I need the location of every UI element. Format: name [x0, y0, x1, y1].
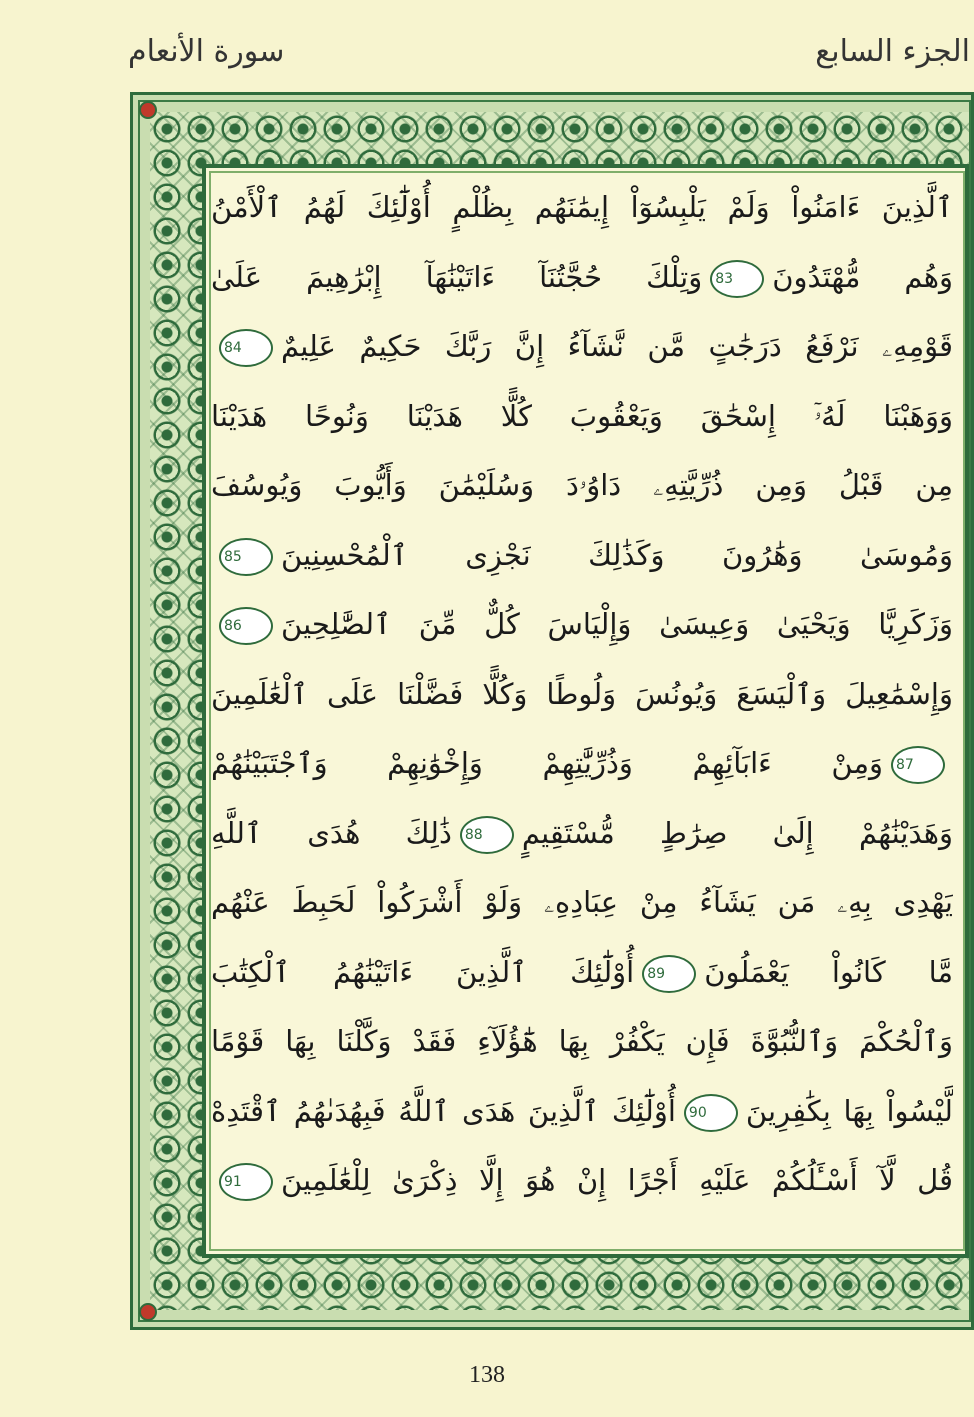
verse-line: [211, 590, 953, 660]
ayah-number-marker: 90: [684, 1094, 738, 1132]
verse-text: قَوْمِهِۦ نَرْفَعُ دَرَجَٰتٍ مَّن نَّشَآءُ إِنَّ رَبَّكَ حَكِيمٌ عَلِيمٌ: [281, 329, 953, 363]
verse-line: [211, 243, 953, 313]
verse-text: أُوْلَٰٓئِكَ ٱلَّذِينَ ءَاتَيْنَٰهُمُ ٱلْكِتَٰبَ: [211, 954, 635, 989]
verse-text: أُوْلَٰٓئِكَ ٱلَّذِينَ هَدَى ٱللَّهُ فَبِهُدَىٰهُمُ ٱقْتَدِهْ: [211, 1093, 676, 1128]
verse-text: وَإِسْمَٰعِيلَ وَٱلْيَسَعَ وَيُونُسَ وَلُوطًا وَكُلًّا فَضَّلْنَا عَلَى ٱلْعَٰلَمِينَ: [211, 676, 953, 711]
verse-line: [211, 312, 953, 382]
ayah-number-marker: 89: [642, 955, 696, 993]
verse-text: مِن قَبْلُ وَمِن ذُرِّيَّتِهِۦ دَاوُۥدَ وَسُلَيْمَٰنَ وَأَيُّوبَ وَيُوسُفَ: [211, 468, 953, 502]
verse-text: وَمُوسَىٰ وَهَٰرُونَ وَكَذَٰلِكَ نَجْزِى ٱلْمُحْسِنِينَ: [281, 537, 953, 572]
verse-text: ذَٰلِكَ هُدَى ٱللَّهِ: [211, 815, 452, 850]
verse-line: [211, 938, 953, 1008]
ayah-number-marker: 87: [891, 746, 945, 784]
verse-line: [211, 451, 953, 521]
ayah-number-marker: 91: [219, 1163, 273, 1201]
verse-text: قُل لَّآ أَسْـَٔلُكُمْ عَلَيْهِ أَجْرًا إِنْ هُوَ إِلَّا ذِكْرَىٰ لِلْعَٰلَمِينَ: [281, 1163, 953, 1197]
verse-line: [211, 382, 953, 452]
verse-text: وَهَدَيْنَٰهُمْ إِلَىٰ صِرَٰطٍ مُّسْتَقِيمٍ: [521, 815, 953, 850]
juz-title: الجزء السابع: [815, 34, 970, 69]
verse-text: وَزَكَرِيَّا وَيَحْيَىٰ وَعِيسَىٰ وَإِلْيَاسَ كُلٌّ مِّنَ ٱلصَّٰلِحِينَ: [281, 607, 953, 641]
surah-title: سورة الأنعام: [128, 34, 285, 69]
verse-line: [211, 1146, 953, 1216]
verse-text: وَهُم مُّهْتَدُونَ: [772, 259, 953, 294]
ayah-number-marker: 88: [460, 816, 514, 854]
verse-line: [211, 173, 953, 243]
ayah-number-marker: 83: [710, 260, 764, 298]
verse-line: [211, 1007, 953, 1077]
verse-line: [211, 1077, 953, 1147]
verse-text: مَّا كَانُواْ يَعْمَلُونَ: [704, 954, 953, 989]
verse-line: [211, 521, 953, 591]
verse-text: يَهْدِى بِهِۦ مَن يَشَآءُ مِنْ عِبَادِهِۦ وَلَوْ أَشْرَكُواْ لَحَبِطَ عَنْهُم: [211, 885, 953, 919]
verse-text: وَمِنْ ءَابَآئِهِمْ وَذُرِّيَّٰتِهِمْ وَإِخْوَٰنِهِمْ وَٱجْتَبَيْنَٰهُمْ: [211, 746, 883, 780]
verse-text: لَّيْسُواْ بِهَا بِكَٰفِرِينَ: [745, 1093, 953, 1128]
ayah-number-marker: 86: [219, 607, 273, 645]
verse-line: [211, 799, 953, 869]
decorative-frame: [130, 92, 974, 1330]
corner-ornament-icon: [139, 101, 157, 119]
page-number: 138: [469, 1362, 505, 1388]
verse-text: وَتِلْكَ حُجَّتُنَآ ءَاتَيْنَٰهَآ إِبْرَٰهِيمَ عَلَىٰ: [211, 259, 703, 294]
verse-text: وَٱلْحُكْمَ وَٱلنُّبُوَّةَ فَإِن يَكْفُرْ بِهَا هَٰٓؤُلَآءِ فَقَدْ وَكَّلْنَا بِهَا قَوْمًا: [211, 1024, 953, 1058]
corner-ornament-icon: [139, 1303, 157, 1321]
verse-text: وَوَهَبْنَا لَهُۥٓ إِسْحَٰقَ وَيَعْقُوبَ كُلًّا هَدَيْنَا وَنُوحًا هَدَيْنَا: [211, 398, 953, 433]
verse-line: [211, 660, 953, 730]
ayah-number-marker: 85: [219, 538, 273, 576]
verse-line: [211, 729, 953, 799]
verse-text-area: [211, 173, 953, 1249]
ayah-number-marker: 84: [219, 329, 273, 367]
verse-text: ٱلَّذِينَ ءَامَنُواْ وَلَمْ يَلْبِسُوٓاْ إِيمَٰنَهُم بِظُلْمٍ أُوْلَٰٓئِكَ لَهُمُ ٱلْأَمْنُ: [211, 190, 953, 224]
verse-line: [211, 868, 953, 938]
